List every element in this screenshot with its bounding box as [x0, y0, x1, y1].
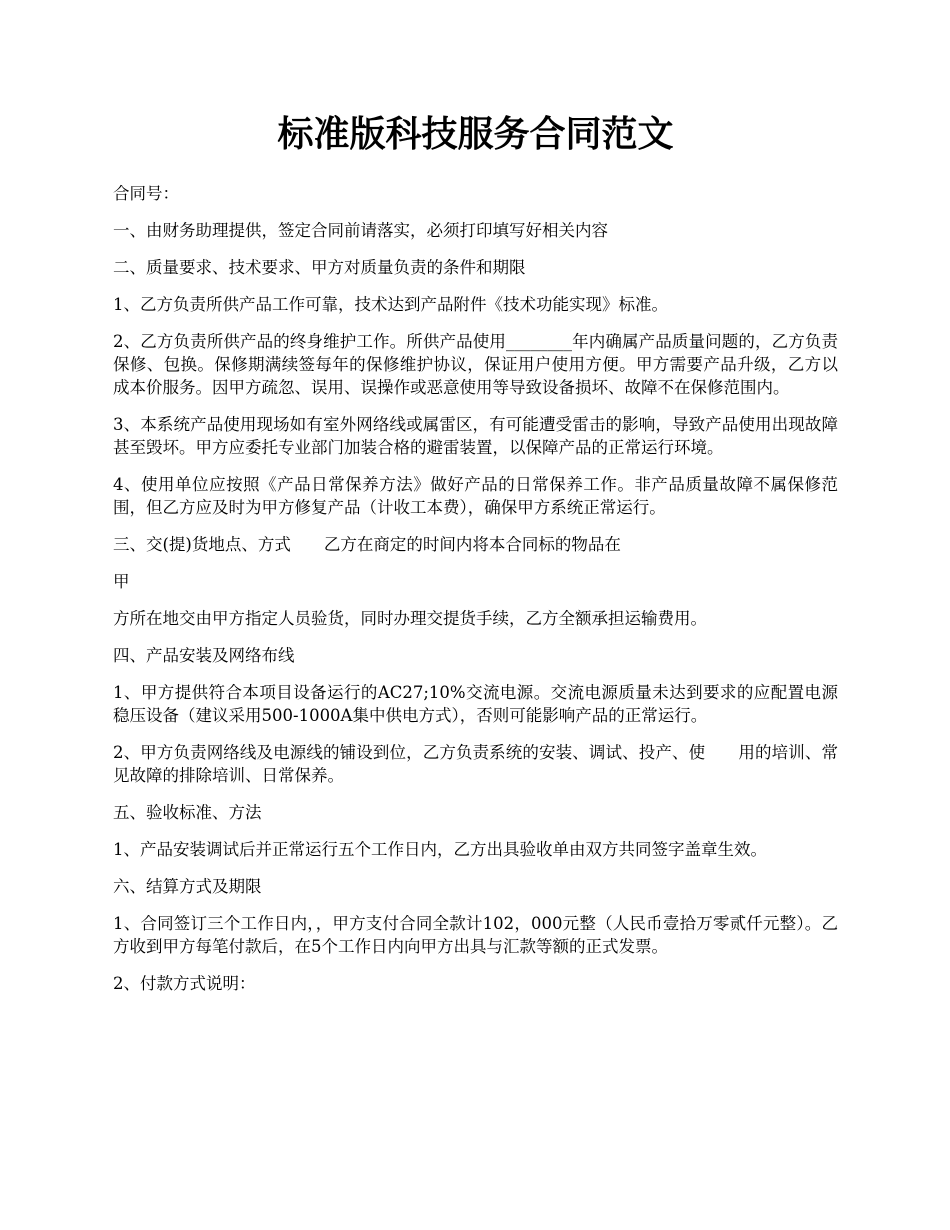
section-2-clause-2: 2、乙方负责所供产品的终身维护工作。所供产品使用________年内确属产品质量问题的，乙方负责保修、包换。保修期满续签每年的保修维护协议，保证用户使用方便。甲方需要产品升级，乙方以成本价服务。因甲方疏忽、误用、误操作或恶意使用等导致设备损坏、故障不在保修范围内。	[113, 332, 838, 397]
section-2-clause-4: 4、使用单位应按照《产品日常保养方法》做好产品的日常保养工作。非产品质量故障不属保修范围，但乙方应及时为甲方修复产品（计收工本费），确保甲方系统正常运行。	[113, 475, 838, 517]
section-6-clause-2: 2、付款方式说明：	[113, 974, 256, 993]
section-6-clause-1: 1、合同签订三个工作日内，，甲方支付合同全款计102，000元整（人民币壹拾万零贰仟元整）。乙方收到甲方每笔付款后，在5个工作日内向甲方出具与汇款等额的正式发票。	[113, 914, 838, 956]
section-6-heading: 六、结算方式及期限	[113, 877, 262, 896]
section-5-clause-1: 1、产品安装调试后并正常运行五个工作日内，乙方出具验收单由双方共同签字盖章生效。	[113, 840, 767, 859]
section-2-clause-3: 3、本系统产品使用现场如有室外网络线或属雷区，有可能遭受雷击的影响，导致产品使用出现故障甚至毁坏。甲方应委托专业部门加装合格的避雷装置，以保障产品的正常运行环境。	[113, 415, 838, 457]
section-3-body: 方所在地交由甲方指定人员验货，同时办理交提货手续，乙方全额承担运输费用。	[113, 609, 707, 628]
section-1-intro: 一、由财务助理提供，签定合同前请落实，必须打印填写好相关内容	[113, 221, 608, 240]
contract-number-label: 合同号：	[113, 184, 179, 203]
section-4-clause-1: 1、甲方提供符合本项目设备运行的AC27;10%交流电源。交流电源质量未达到要求的应配置电源稳压设备（建议采用500-1000A集中供电方式），否则可能影响产品的正常运行。	[113, 683, 838, 725]
section-3-heading: 三、交(提)货地点、方式 乙方在商定的时间内将本合同标的物品在	[113, 535, 621, 554]
section-2-heading: 二、质量要求、技术要求、甲方对质量负责的条件和期限	[113, 258, 526, 277]
section-5-heading: 五、验收标准、方法	[113, 803, 262, 822]
document-title: 标准版科技服务合同范文	[277, 113, 674, 155]
section-4-heading: 四、产品安装及网络布线	[113, 646, 295, 665]
section-4-clause-2: 2、甲方负责网络线及电源线的铺设到位，乙方负责系统的安装、调试、投产、使 用的培训、常见故障的排除培训、日常保养。	[113, 743, 838, 785]
section-2-clause-1: 1、乙方负责所供产品工作可靠，技术达到产品附件《技术功能实现》标准。	[113, 295, 668, 314]
section-3-fragment: 甲	[113, 572, 130, 591]
